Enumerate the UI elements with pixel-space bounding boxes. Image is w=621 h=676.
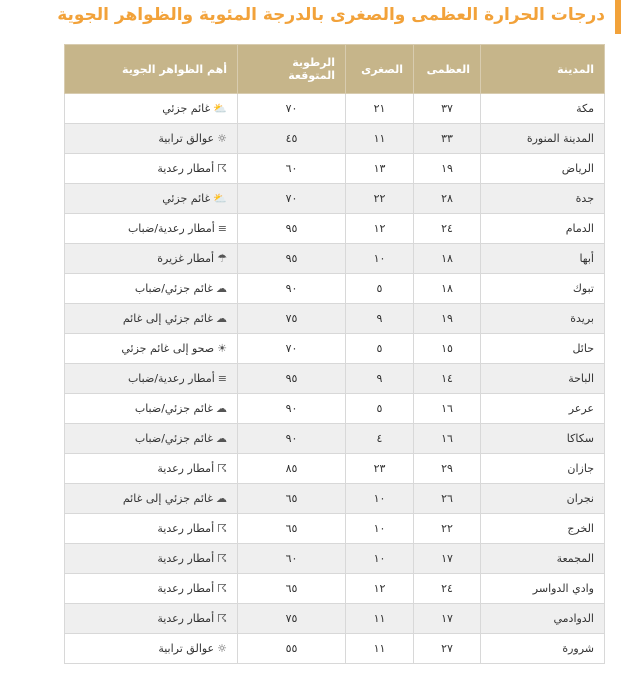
weather-label: غائم جزئي/ضباب	[134, 432, 213, 445]
cell-humidity: ٩٥	[238, 214, 346, 244]
weather-label: عوالق ترابية	[158, 642, 215, 655]
cell-city: مكة	[481, 94, 605, 124]
cell-humidity: ٧٠	[238, 334, 346, 364]
weather-table-container	[64, 44, 604, 664]
cell-max: ٢٤	[414, 214, 481, 244]
table-row	[65, 184, 605, 214]
header-min: الصغرى	[346, 45, 414, 94]
cell-city: وادي الدواسر	[481, 574, 605, 604]
table-row	[65, 424, 605, 454]
partly-cloudy-icon: ⛅	[213, 102, 227, 115]
weather-label: عوالق ترابية	[158, 132, 215, 145]
cell-humidity: ٩٠	[238, 394, 346, 424]
table-row	[65, 394, 605, 424]
cell-max: ١٥	[414, 334, 481, 364]
cell-humidity: ٧٥	[238, 304, 346, 334]
cell-max: ١٨	[414, 274, 481, 304]
cell-max: ٢٩	[414, 454, 481, 484]
table-row	[65, 154, 605, 184]
cell-city: الدوادمي	[481, 604, 605, 634]
weather-label: غائم جزئي	[162, 102, 211, 115]
cell-min: ٢٣	[346, 454, 414, 484]
cell-min: ٤	[346, 424, 414, 454]
header-city: المدينة	[481, 45, 605, 94]
cell-max: ٢٧	[414, 634, 481, 664]
cell-city: نجران	[481, 484, 605, 514]
weather-label: غائم جزئي/ضباب	[134, 402, 213, 415]
table-row	[65, 544, 605, 574]
thunderstorm-icon: ☈	[217, 582, 227, 595]
cell-city: الرياض	[481, 154, 605, 184]
cloudy-icon: ☁	[216, 492, 227, 505]
cell-min: ٥	[346, 394, 414, 424]
weather-label: أمطار رعدية	[157, 552, 215, 565]
cell-humidity: ٦٥	[238, 484, 346, 514]
weather-label: غائم جزئي/ضباب	[134, 282, 213, 295]
cell-humidity: ٩٥	[238, 364, 346, 394]
title-bar	[0, 0, 621, 34]
cell-city: بريدة	[481, 304, 605, 334]
cell-weather	[65, 544, 238, 574]
cell-min: ١١	[346, 634, 414, 664]
weather-table	[64, 44, 605, 664]
cell-city: المدينة المنورة	[481, 124, 605, 154]
wind-fog-icon: ≡	[217, 372, 227, 385]
thunderstorm-icon: ☈	[217, 552, 227, 565]
dust-icon: ☼	[217, 132, 227, 145]
cell-city: أبها	[481, 244, 605, 274]
cell-min: ٢٢	[346, 184, 414, 214]
table-row	[65, 634, 605, 664]
cell-min: ١٠	[346, 514, 414, 544]
table-row	[65, 574, 605, 604]
cell-min: ١٠	[346, 544, 414, 574]
cloudy-icon: ☁	[216, 312, 227, 325]
table-row	[65, 334, 605, 364]
cell-weather	[65, 334, 238, 364]
cell-city: المجمعة	[481, 544, 605, 574]
table-row	[65, 274, 605, 304]
cell-humidity: ٩٥	[238, 244, 346, 274]
cell-min: ٩	[346, 304, 414, 334]
cell-weather	[65, 304, 238, 334]
wind-fog-icon: ≡	[217, 222, 227, 235]
table-body	[65, 94, 605, 664]
cell-min: ٥	[346, 334, 414, 364]
table-row	[65, 484, 605, 514]
weather-label: غائم جزئي إلى غائم	[122, 492, 213, 505]
thunderstorm-icon: ☈	[217, 612, 227, 625]
thunderstorm-icon: ☈	[217, 522, 227, 535]
cell-humidity: ٩٠	[238, 274, 346, 304]
cell-city: حائل	[481, 334, 605, 364]
cell-city: سكاكا	[481, 424, 605, 454]
cell-weather	[65, 424, 238, 454]
cell-max: ٣٧	[414, 94, 481, 124]
thunderstorm-icon: ☈	[217, 462, 227, 475]
table-row	[65, 304, 605, 334]
cell-city: الباحة	[481, 364, 605, 394]
cell-max: ٢٤	[414, 574, 481, 604]
cell-min: ١٣	[346, 154, 414, 184]
cell-weather	[65, 124, 238, 154]
cell-max: ١٧	[414, 544, 481, 574]
cell-weather	[65, 214, 238, 244]
cell-weather	[65, 394, 238, 424]
cell-weather	[65, 184, 238, 214]
cell-city: الخرج	[481, 514, 605, 544]
cell-humidity: ٦٥	[238, 514, 346, 544]
dust-icon: ☼	[217, 642, 227, 655]
weather-label: أمطار رعدية	[157, 462, 215, 475]
cell-max: ١٩	[414, 154, 481, 184]
table-row	[65, 94, 605, 124]
table-row	[65, 454, 605, 484]
cell-max: ٢٨	[414, 184, 481, 214]
header-weather: أهم الظواهر الجوية	[65, 45, 238, 94]
partly-cloudy-icon: ⛅	[213, 192, 227, 205]
cell-humidity: ٧٥	[238, 604, 346, 634]
cell-weather	[65, 364, 238, 394]
cell-city: تبوك	[481, 274, 605, 304]
cell-max: ١٦	[414, 424, 481, 454]
table-row	[65, 214, 605, 244]
cell-min: ١٠	[346, 484, 414, 514]
cell-weather	[65, 244, 238, 274]
cell-max: ١٨	[414, 244, 481, 274]
cell-humidity: ٦٥	[238, 574, 346, 604]
cell-weather	[65, 274, 238, 304]
weather-label: أمطار رعدية	[157, 162, 215, 175]
cell-max: ٣٣	[414, 124, 481, 154]
fog-icon: ☁	[216, 402, 227, 415]
title-accent-bar	[615, 0, 621, 34]
cell-min: ١١	[346, 604, 414, 634]
cell-weather	[65, 514, 238, 544]
cell-max: ٢٢	[414, 514, 481, 544]
cell-humidity: ٧٠	[238, 184, 346, 214]
weather-label: غائم جزئي إلى غائم	[122, 312, 213, 325]
cell-city: الدمام	[481, 214, 605, 244]
cell-min: ٥	[346, 274, 414, 304]
cell-humidity: ٦٠	[238, 544, 346, 574]
header-max: العظمى	[414, 45, 481, 94]
weather-label: أمطار رعدية	[157, 612, 215, 625]
fog-icon: ☁	[216, 432, 227, 445]
weather-label: أمطار رعدية/ضباب	[127, 222, 215, 235]
cell-min: ٩	[346, 364, 414, 394]
weather-label: أمطار غزيرة	[157, 252, 215, 265]
cell-city: شرورة	[481, 634, 605, 664]
table-row	[65, 244, 605, 274]
cell-max: ١٦	[414, 394, 481, 424]
rain-icon: ☂	[217, 252, 227, 265]
cell-max: ١٧	[414, 604, 481, 634]
page-title: درجات الحرارة العظمى والصغرى بالدرجة المئوية والظواهر الجوية	[57, 5, 605, 25]
cell-weather	[65, 154, 238, 184]
header-humidity: الرطوبة المتوقعة	[238, 45, 346, 94]
sun-haze-icon: ☀	[217, 342, 227, 355]
cell-humidity: ٤٥	[238, 124, 346, 154]
cell-weather	[65, 484, 238, 514]
cell-min: ٢١	[346, 94, 414, 124]
cell-humidity: ٨٥	[238, 454, 346, 484]
cell-weather	[65, 634, 238, 664]
cell-weather	[65, 604, 238, 634]
weather-label: أمطار رعدية/ضباب	[127, 372, 215, 385]
cell-city: جازان	[481, 454, 605, 484]
cell-min: ١٠	[346, 244, 414, 274]
table-row	[65, 514, 605, 544]
fog-icon: ☁	[216, 282, 227, 295]
cell-weather	[65, 94, 238, 124]
weather-label: أمطار رعدية	[157, 522, 215, 535]
cell-humidity: ٧٠	[238, 94, 346, 124]
cell-min: ١٢	[346, 574, 414, 604]
cell-weather	[65, 454, 238, 484]
table-header-row	[65, 45, 605, 94]
cell-humidity: ٩٠	[238, 424, 346, 454]
thunderstorm-icon: ☈	[217, 162, 227, 175]
cell-max: ٢٦	[414, 484, 481, 514]
table-row	[65, 124, 605, 154]
weather-label: غائم جزئي	[162, 192, 211, 205]
cell-city: جدة	[481, 184, 605, 214]
cell-min: ١١	[346, 124, 414, 154]
cell-min: ١٢	[346, 214, 414, 244]
cell-humidity: ٦٠	[238, 154, 346, 184]
cell-humidity: ٥٥	[238, 634, 346, 664]
table-row	[65, 364, 605, 394]
weather-label: أمطار رعدية	[157, 582, 215, 595]
cell-max: ١٩	[414, 304, 481, 334]
cell-weather	[65, 574, 238, 604]
cell-city: عرعر	[481, 394, 605, 424]
cell-max: ١٤	[414, 364, 481, 394]
table-row	[65, 604, 605, 634]
weather-label: صحو إلى غائم جزئي	[121, 342, 215, 355]
